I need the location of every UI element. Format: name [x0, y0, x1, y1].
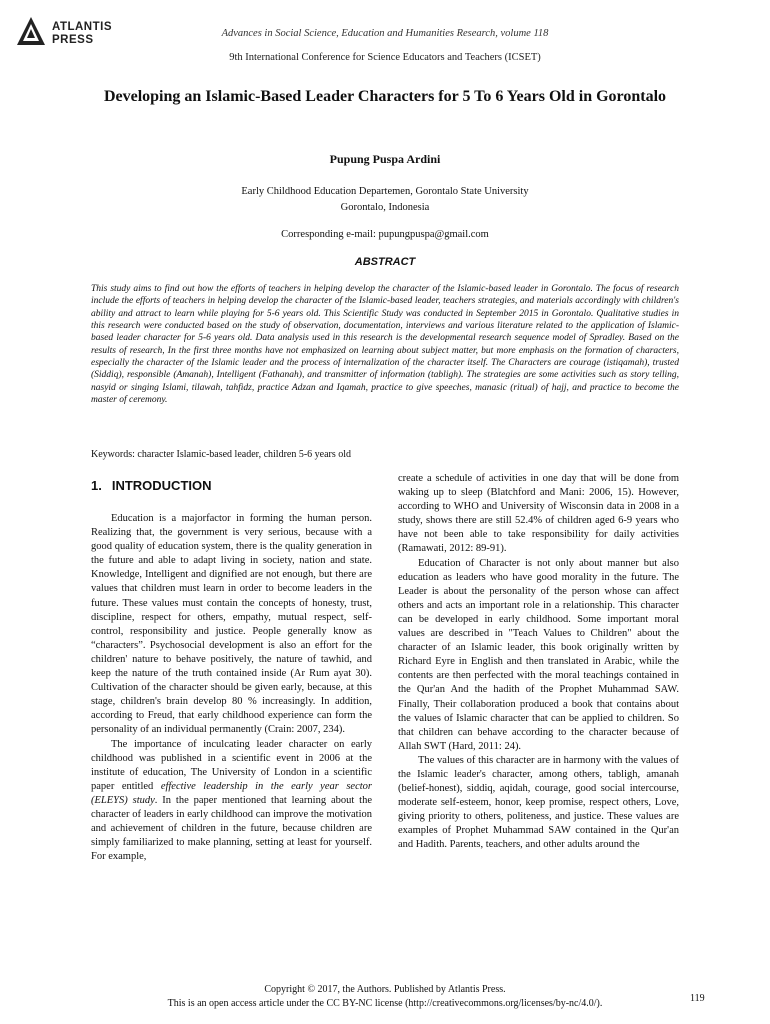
paper-title-reference: effective leadership in the early year sector (ELEYS) study: [91, 780, 372, 806]
conference-header: 9th International Conference for Science Educators and Teachers (ICSET): [229, 52, 541, 63]
journal-header: Advances in Social Science, Education and Humanities Research, volume 118: [221, 28, 549, 39]
author-name: Pupung Puspa Ardini: [329, 152, 441, 166]
copyright-notice: Copyright © 2017, the Authors. Published by Atlantis Press.: [264, 984, 506, 995]
section-heading: [91, 478, 372, 494]
logo-line-2: PRESS: [52, 34, 94, 46]
body-paragraph: Education is a majorfactor in forming the human person. Realizing that, the government is very serious, because with a good quality of education system, there is the quality generation in the future and able to adapt living in society, nation and state. Knowledge, Intelligent and dignified are not enough, but there are values that children must learn in order to become leaders in the future. These values must contain the concepts of honesty, trust, discipline, respect for others, empathy, mutual respect, self-control, responsibility and justice. People generally know as “characters”. Psychosocial development is also an effort for the children' nature to behave positively, the nature of tawhid, and keep the nature of the truth contained inside (Ar Rum ayat 30). Cultivation of the character should be given early, because, at this stage, children's brain develop 80 % increasingly. In addition, according to Freud, that early childhood experience can form the personality of an individual permanently (Crain: 2007, 234).: [91, 513, 372, 736]
affiliation-line-2: Gorontalo, Indonesia: [340, 202, 430, 213]
body-paragraph: [91, 738, 372, 865]
license-notice: This is an open access article under the CC BY-NC license (http://creativecommons.org/licenses/by-nc/4.0/).: [167, 998, 603, 1009]
affiliation: [0, 184, 770, 216]
page-number: 119: [690, 993, 705, 1004]
body-paragraph: create a schedule of activities in one day that will be done from waking up to sleep (Blatchford and Mani: 2006, 15). However, according to WHO and University of Wisconsin data in 2008 in a study, shows there are still 52.4% of children aged 6-9 years who have not been able to take responsibility for daily activities (Ramawati, 2012: 89-91).: [398, 473, 679, 555]
abstract-heading: ABSTRACT: [354, 256, 416, 268]
page-footer: [0, 983, 770, 1011]
section-title: INTRODUCTION: [111, 478, 212, 493]
left-column: [91, 472, 372, 864]
abstract-text: This study aims to find out how the efforts of teachers in helping develop the character of the Islamic-based leader in Gorontalo. The focus of research include the efforts of teachers in helping develop the character of the Islamic-based leader, teachers strategies, and materials accordingly with children's ability and attract to learn while playing for 5-6 years old. This Scientific Study was conducted in September 2015 in Gorontalo. Qualitative studies in this research were conducted based on the study of observation, documentation, interviews and various literature related to the application of Islamic-based leader character for 5-6 years old. Data analysis used in this research is the developmental research sequence model of Spradley. Based on the results of research, In the first three months have not emphasized on learning about subject matter, but more emphasis on the formation of characters, especially the character of the Islamic leader and the process of internalization of the character itself. The Characters are courage (istiqamah), trusted (Siddiq), responsible (Amanah), Intelligent (Fathanah), and transmitter of information (tabligh). The strategies are some activities such as story telling, nasyid or singing Islami, tilawah, tahfidz, practice Adzan and Iqamah, practice to give speeches, manasic (ritual) of hajj, and practice to become the master of ceremony.: [91, 284, 679, 406]
body-paragraph: The values of this character are in harmony with the values of the Islamic leader's character, among others, tabligh, amanah (belief-honest), siddiq, aqidah, courage, good social intercourse, moderate self-esteem, honor, keep promise, respect others, Love, giving priority to others, politeness, and justice. These values are examples of Prophet Muhammad SAW contained in the Qur'an and Hadith. Parents, teachers, and other adults around the: [398, 754, 679, 851]
logo-line-1: ATLANTIS: [52, 21, 113, 33]
paragraph-text: . In the paper mentioned that learning about the character of leaders in early childhood can improve the motivation and achievement of children in the future, because children are simply familiarized to make planning, setting at least for yourself. For example,: [91, 794, 372, 863]
body-paragraph: Education of Character is not only about manner but also education as leaders who have good morality in the future. The Leader is about the personality of the person whose can affect others and acts an important role in a relationship. This character can be developed in early childhood. Some important moral values are described in "Teach Values to Children" about the character of an Islamic leader, this book originally written by Richard Eyre in English and then translated in Arabic, while the contents are then perfected with the moral teachings contained in the Qur'an And the hadith of the Prophet Muhammad SAW. Finally, Their collaboration produced a book that contains about the values of Islamic character that can be applied to children. So that children can behave according to the character because of Allah SWT (Hard, 2011: 24).: [398, 557, 679, 752]
paper-title: Developing an Islamic-Based Leader Characters for 5 To 6 Years Old in Gorontalo: [103, 88, 667, 105]
keywords: Keywords: character Islamic-based leader, children 5-6 years old: [91, 449, 352, 460]
right-column: [398, 472, 679, 853]
corresponding-email: Corresponding e-mail: pupungpuspa@gmail.com: [281, 229, 489, 240]
affiliation-line-1: Early Childhood Education Departemen, Gorontalo State University: [241, 186, 529, 197]
section-number: 1.: [91, 478, 102, 493]
paragraph-text: The importance of inculcating leader character on early childhood was published in a scientific event in 2006 at the institute of education, The University of London in a scientific paper entitled: [91, 738, 372, 792]
